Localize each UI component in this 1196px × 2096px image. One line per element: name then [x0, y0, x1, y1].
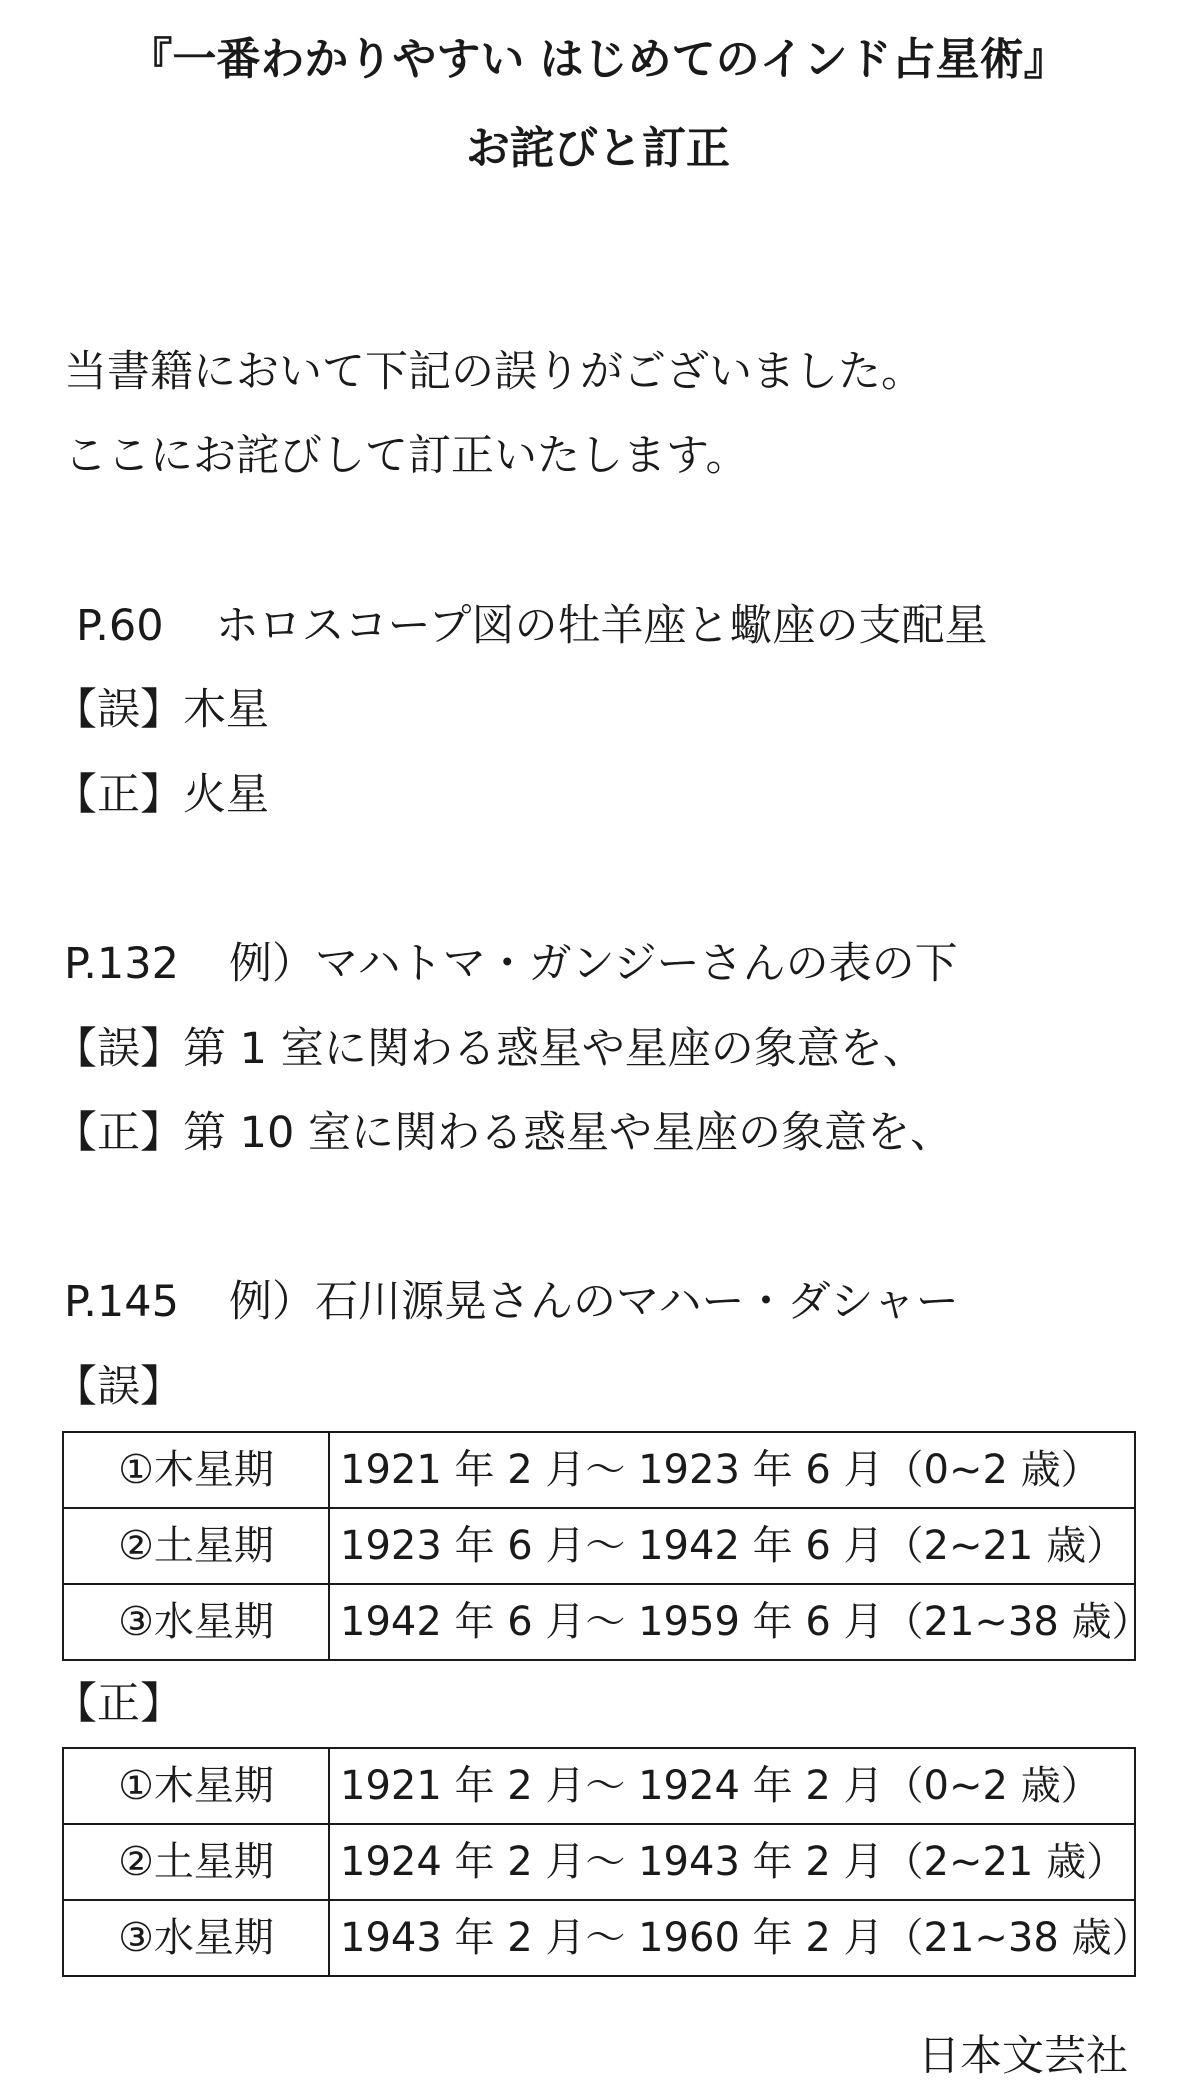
table-row — [63, 1584, 1135, 1660]
wrong-label: 【誤】 — [54, 1024, 183, 1074]
intro-line-1: 当書籍において下記の誤りがございました。 — [64, 347, 924, 397]
wrong-period-table — [62, 1431, 1152, 1661]
publisher-name: 日本文芸社 — [917, 2031, 1128, 2080]
period-name-cell: ③水星期 — [63, 1584, 329, 1660]
correct-label: 【正】 — [54, 770, 183, 820]
period-name-cell: ①木星期 — [63, 1432, 329, 1508]
correct-label: 【正】 — [54, 1679, 183, 1729]
correction-subject: ホロスコープ図の牡羊座と蠍座の支配星 — [215, 601, 988, 651]
correction-heading — [64, 1274, 959, 1330]
table-row — [63, 1748, 1135, 1824]
correct-period-table — [62, 1747, 1152, 1977]
wrong-text: 第 1 室に関わる惑星や星座の象意を、 — [183, 1024, 926, 1074]
wrong-label: 【誤】 — [54, 685, 183, 735]
period-range-cell: 1923 年 6 月〜 1942 年 6 月（2~21 歳） — [329, 1508, 1135, 1584]
correction-subject: 例）マハトマ・ガンジーさんの表の下 — [228, 939, 958, 989]
correct-entry — [54, 767, 269, 823]
period-range-cell: 1942 年 6 月〜 1959 年 6 月（21~38 歳） — [329, 1584, 1135, 1660]
period-name-cell: ③水星期 — [63, 1900, 329, 1976]
correct-text: 第 10 室に関わる惑星や星座の象意を、 — [183, 1108, 954, 1158]
period-name-cell: ②土星期 — [63, 1508, 329, 1584]
wrong-label: 【誤】 — [54, 1362, 183, 1412]
document-title: 『一番わかりやすい はじめてのインド占星術』 — [128, 34, 1068, 85]
table-row — [63, 1432, 1135, 1508]
wrong-entry — [54, 682, 269, 738]
page-reference: P.60 — [76, 601, 164, 651]
table-row — [63, 1508, 1135, 1584]
correct-label: 【正】 — [54, 1108, 183, 1158]
period-range-cell: 1921 年 2 月〜 1923 年 6 月（0~2 歳） — [329, 1432, 1135, 1508]
period-range-cell: 1924 年 2 月〜 1943 年 2 月（2~21 歳） — [329, 1824, 1135, 1900]
correct-entry — [54, 1105, 953, 1161]
correct-text: 火星 — [183, 770, 269, 820]
wrong-text: 木星 — [183, 685, 269, 735]
period-name-cell: ①木星期 — [63, 1748, 329, 1824]
period-range-cell: 1921 年 2 月〜 1924 年 2 月（0~2 歳） — [329, 1748, 1135, 1824]
correction-subject: 例）石川源晃さんのマハー・ダシャー — [228, 1277, 959, 1327]
table-row — [63, 1824, 1135, 1900]
table-row — [63, 1900, 1135, 1976]
period-range-cell: 1943 年 2 月〜 1960 年 2 月（21~38 歳） — [329, 1900, 1135, 1976]
correction-heading — [76, 598, 987, 654]
intro-line-2: ここにお詫びして訂正いたします。 — [64, 431, 749, 481]
page-reference: P.145 — [64, 1277, 179, 1327]
correction-heading — [64, 936, 958, 992]
wrong-entry — [54, 1021, 926, 1077]
page-reference: P.132 — [64, 939, 179, 989]
period-name-cell: ②土星期 — [63, 1824, 329, 1900]
document-subtitle: お詫びと訂正 — [466, 123, 730, 174]
